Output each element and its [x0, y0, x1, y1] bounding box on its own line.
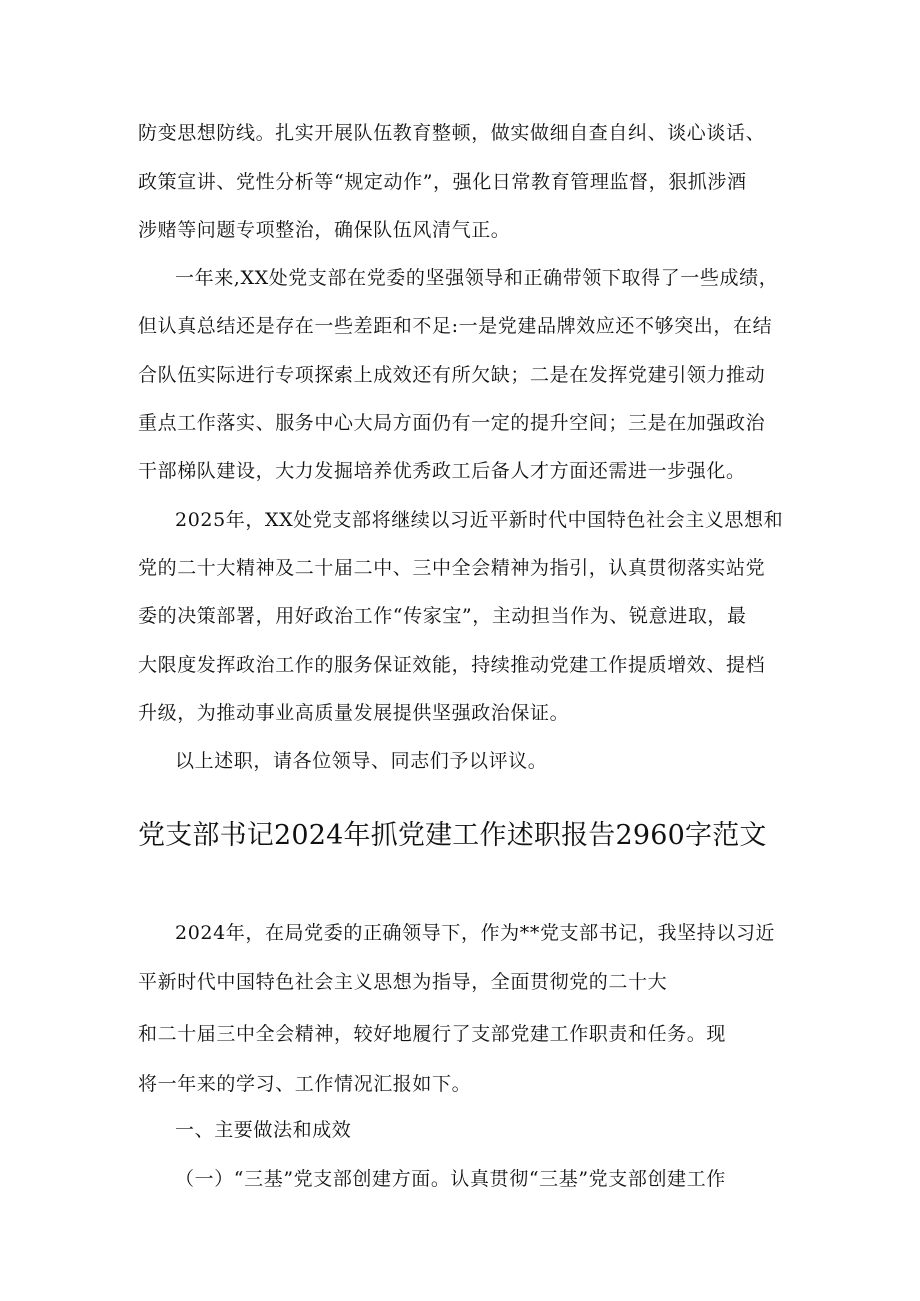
paragraph-line: 平新时代中国特色社会主义思想为指导，全面贯彻党的二十大	[138, 971, 668, 993]
paragraph-line: 升级，为推动事业高质量发展提供坚强政治保证。	[138, 702, 570, 724]
subsection-line: （一）“三基”党支部创建方面。认真贯彻“三基”党支部创建工作	[175, 1168, 726, 1190]
paragraph-line: 干部梯队建设，大力发掘培养优秀政工后备人才方面还需进一步强化。	[138, 460, 746, 482]
paragraph-line: 重点工作落实、服务中心大局方面仍有一定的提升空间；三是在加强政治	[138, 412, 766, 434]
paragraph-line: 但认真总结还是存在一些差距和不足:一是党建品牌效应还不够突出，在结	[138, 315, 773, 337]
section-heading: 一、主要做法和成效	[175, 1119, 352, 1141]
paragraph-line: 防变思想防线。扎实开展队伍教育整顿，做实做细自查自纠、谈心谈话、	[138, 122, 766, 144]
paragraph-line: 2024年，在局党委的正确领导下，作为**党支部书记，我坚持以习近	[175, 922, 776, 944]
paragraph-line: 一年来,XX处党支部在党委的坚强领导和正确带领下取得了一些成绩，	[175, 267, 779, 289]
report-title: 党支部书记2024年抓党建工作述职报告2960字范文	[138, 820, 767, 851]
paragraph-line: 涉赌等问题专项整治，确保队伍风清气正。	[138, 219, 511, 241]
paragraph-line: 将一年来的学习、工作情况汇报如下。	[138, 1073, 472, 1095]
paragraph-line: 大限度发挥政治工作的服务保证效能，持续推动党建工作提质增效、提档	[138, 654, 766, 676]
paragraph-line: 党的二十大精神及二十届二中、三中全会精神为指引，认真贯彻落实站党	[138, 557, 766, 579]
paragraph-line: 合队伍实际进行专项探索上成效还有所欠缺；二是在发挥党建引领力推动	[138, 364, 766, 386]
paragraph-line: 和二十届三中全会精神，较好地履行了支部党建工作职责和任务。现	[138, 1023, 727, 1045]
paragraph-line: 政策宣讲、党性分析等“规定动作”，强化日常教育管理监督，狠抓涉酒	[138, 171, 747, 193]
paragraph-line: 2025年，XX处党支部将继续以习近平新时代中国特色社会主义思想和	[175, 509, 784, 531]
paragraph-line: 委的决策部署，用好政治工作“传家宝”，主动担当作为、锐意进取，最	[138, 605, 747, 627]
closing-line: 以上述职，请各位领导、同志们予以评议。	[175, 750, 548, 772]
